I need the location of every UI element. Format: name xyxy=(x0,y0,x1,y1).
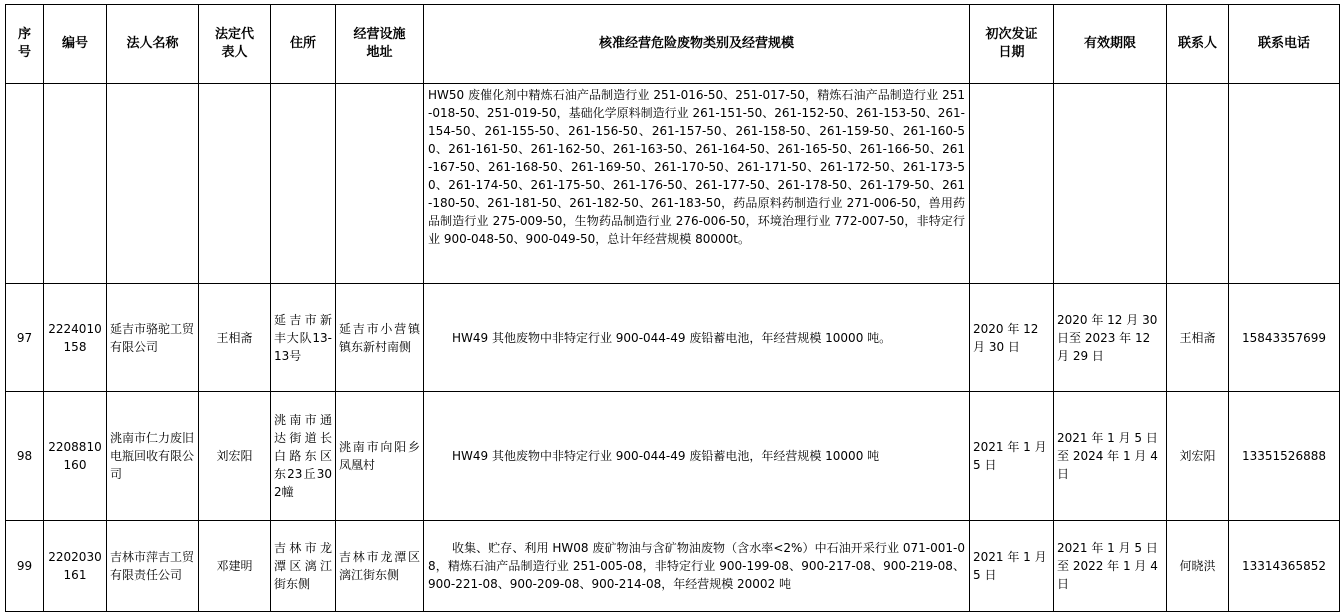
header-seq: 序号 xyxy=(6,5,44,84)
cell-valid xyxy=(1054,84,1167,284)
cell-name: 洮南市仁力废旧电瓶回收有限公司 xyxy=(107,392,199,521)
table-row xyxy=(6,392,1340,521)
cell-addr xyxy=(271,84,336,284)
header-contact: 联系人 xyxy=(1167,5,1229,84)
cell-contact: 何晓洪 xyxy=(1167,521,1229,612)
cell-phone: 13314365852 xyxy=(1229,521,1340,612)
cell-scope: 收集、贮存、利用 HW08 废矿物油与含矿物油废物（含水率<2%）中石油开采行业 071-001-08，精炼石油产品制造行业 251-005-08，非特定行业 900-199-08、900-217-08、900-219-08、900-221-08、900-209-08、900-214-08，年经营规模 20002 吨 xyxy=(424,521,970,612)
header-rep: 法定代表人 xyxy=(199,5,271,84)
header-scope: 核准经营危险废物类别及经营规模 xyxy=(424,5,970,84)
cell-valid: 2021 年 1 月 5 日至 2022 年 1 月 4 日 xyxy=(1054,521,1167,612)
header-name: 法人名称 xyxy=(107,5,199,84)
cell-facility: 洮南市向阳乡凤凰村 xyxy=(336,392,424,521)
cell-scope: HW49 其他废物中非特定行业 900-044-49 废铅蓄电池，年经营规模 10000 吨 xyxy=(424,392,970,521)
table-row xyxy=(6,284,1340,392)
cell-valid: 2020 年 12 月 30 日至 2023 年 12 月 29 日 xyxy=(1054,284,1167,392)
cell-name xyxy=(107,84,199,284)
cell-phone xyxy=(1229,84,1340,284)
cell-seq: 99 xyxy=(6,521,44,612)
cell-rep: 邓建明 xyxy=(199,521,271,612)
table-row xyxy=(6,521,1340,612)
cell-addr: 延吉市新丰大队13-13号 xyxy=(271,284,336,392)
cell-seq: 97 xyxy=(6,284,44,392)
cell-valid: 2021 年 1 月 5 日至 2024 年 1 月 4 日 xyxy=(1054,392,1167,521)
cell-phone: 15843357699 xyxy=(1229,284,1340,392)
cell-contact: 王相斋 xyxy=(1167,284,1229,392)
cell-facility: 吉林市龙潭区漓江街东侧 xyxy=(336,521,424,612)
cell-issue xyxy=(970,84,1054,284)
cell-addr: 洮南市通达街道长白路东区东23丘302幢 xyxy=(271,392,336,521)
cell-code: 2224010158 xyxy=(44,284,107,392)
cell-seq xyxy=(6,84,44,284)
cell-phone: 13351526888 xyxy=(1229,392,1340,521)
table-row xyxy=(6,84,1340,284)
cell-issue: 2021 年 1 月 5 日 xyxy=(970,392,1054,521)
cell-name: 延吉市骆驼工贸有限公司 xyxy=(107,284,199,392)
header-issue: 初次发证日期 xyxy=(970,5,1054,84)
permit-table xyxy=(5,4,1340,612)
cell-seq: 98 xyxy=(6,392,44,521)
cell-issue: 2020 年 12 月 30 日 xyxy=(970,284,1054,392)
cell-scope: HW50 废催化剂中精炼石油产品制造行业 251-016-50、251-017-50，精炼石油产品制造行业 251-018-50、251-019-50，基础化学原料制造行业 261-151-50、261-152-50、261-153-50、261-154-50、261-155-50、261-156-50、261-157-50、261-158-50、261-159-50、261-160-50、261-161-50、261-162-50、261-163-50、261-164-50、261-165-50、261-166-50、261-167-50、261-168-50、261-169-50、261-170-50、261-171-50、261-172-50、261-173-50、261-174-50、261-175-50、261-176-50、261-177-50、261-178-50、261-179-50、261-180-50、261-181-50、261-182-50、261-183-50，药品原料药制造行业 271-006-50，兽用药品制造行业 275-009-50，生物药品制造行业 276-006-50，环境治理行业 772-007-50，非特定行业 900-048-50、900-049-50，总计年经营规模 80000t。 xyxy=(424,84,970,284)
cell-addr: 吉林市龙潭区漓江街东侧 xyxy=(271,521,336,612)
header-row xyxy=(6,5,1340,84)
cell-rep: 王相斋 xyxy=(199,284,271,392)
header-addr: 住所 xyxy=(271,5,336,84)
cell-code xyxy=(44,84,107,284)
cell-contact xyxy=(1167,84,1229,284)
header-valid: 有效期限 xyxy=(1054,5,1167,84)
cell-issue: 2021 年 1 月 5 日 xyxy=(970,521,1054,612)
header-facility: 经营设施地址 xyxy=(336,5,424,84)
header-code: 编号 xyxy=(44,5,107,84)
cell-rep xyxy=(199,84,271,284)
cell-contact: 刘宏阳 xyxy=(1167,392,1229,521)
cell-code: 2208810160 xyxy=(44,392,107,521)
cell-facility: 延吉市小营镇镇东新村南侧 xyxy=(336,284,424,392)
cell-facility xyxy=(336,84,424,284)
cell-name: 吉林市萍吉工贸有限责任公司 xyxy=(107,521,199,612)
header-phone: 联系电话 xyxy=(1229,5,1340,84)
cell-scope: HW49 其他废物中非特定行业 900-044-49 废铅蓄电池，年经营规模 10000 吨。 xyxy=(424,284,970,392)
cell-rep: 刘宏阳 xyxy=(199,392,271,521)
cell-code: 2202030161 xyxy=(44,521,107,612)
